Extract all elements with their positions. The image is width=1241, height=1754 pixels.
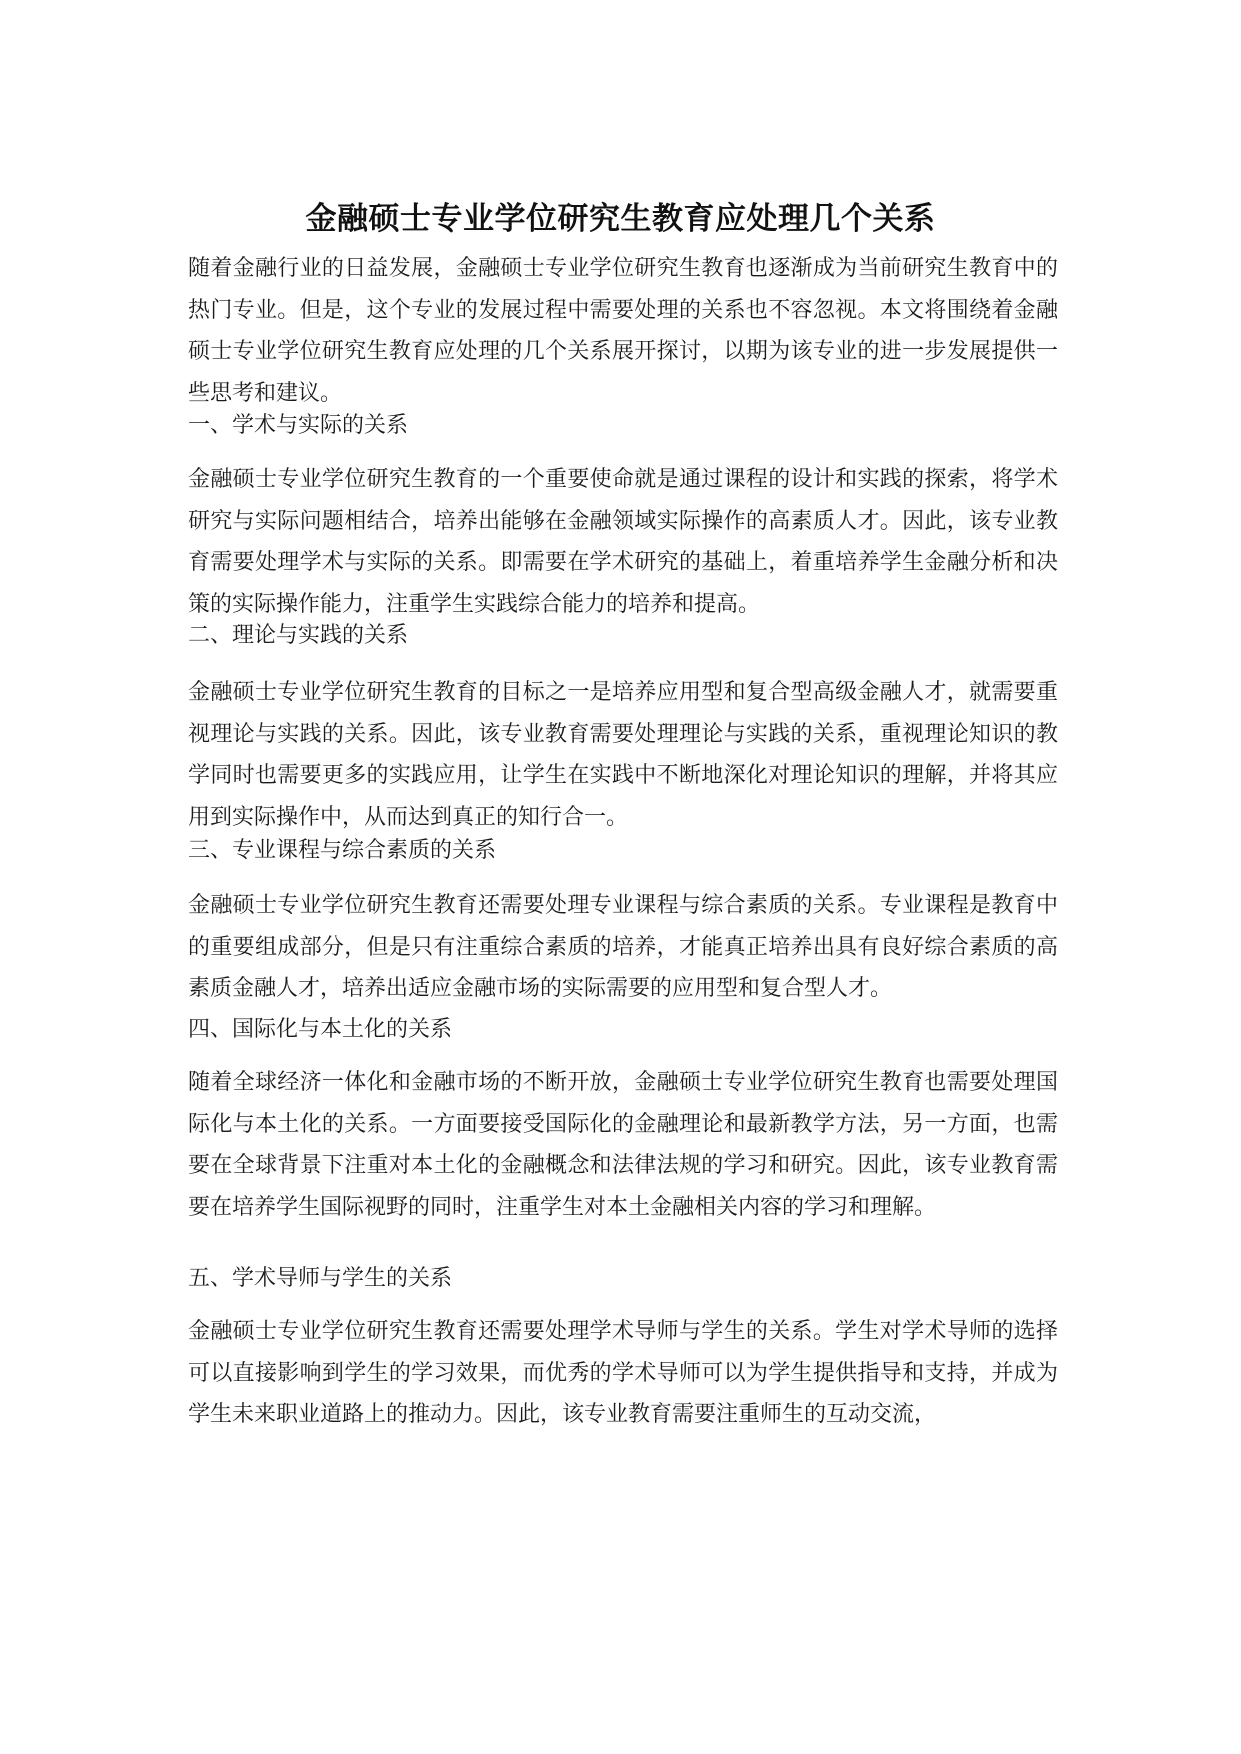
section-heading-2: 二、理论与实践的关系 [188,623,409,648]
section-paragraph-5: 金融硕士专业学位研究生教育还需要处理学术导师与学生的关系。学生对学术导师的选择可以直接影响到学生的学习效果，而优秀的学术导师可以为学生提供指导和支持，并成为学生未来职业道路上的推动力。因此，该专业教育需要注重师生的互动交流， [188,1319,1058,1427]
section-paragraph-2: 金融硕士专业学位研究生教育的目标之一是培养应用型和复合型高级金融人才，就需要重视理论与实践的关系。因此，该专业教育需要处理理论与实践的关系，重视理论知识的教学同时也需要更多的实践应用，让学生在实践中不断地深化对理论知识的理解，并将其应用到实际操作中，从而达到真正的知行合一。 [188,680,1058,830]
intro-paragraph: 随着金融行业的日益发展，金融硕士专业学位研究生教育也逐渐成为当前研究生教育中的热门专业。但是，这个专业的发展过程中需要处理的关系也不容忽视。本文将围绕着金融硕士专业学位研究生教育应处理的几个关系展开探讨，以期为该专业的进一步发展提供一些思考和建议。 [188,256,1058,406]
section-heading-5: 五、学术导师与学生的关系 [188,1266,453,1291]
section-heading-1: 一、学术与实际的关系 [188,413,409,438]
section-heading-4: 四、国际化与本土化的关系 [188,1017,453,1042]
section-heading-3: 三、专业课程与综合素质的关系 [188,838,497,863]
section-paragraph-1: 金融硕士专业学位研究生教育的一个重要使命就是通过课程的设计和实践的探索，将学术研究与实际问题相结合，培养出能够在金融领域实际操作的高素质人才。因此，该专业教育需要处理学术与实际的关系。即需要在学术研究的基础上，着重培养学生金融分析和决策的实际操作能力，注重学生实践综合能力的培养和提高。 [188,467,1058,617]
section-paragraph-3: 金融硕士专业学位研究生教育还需要处理专业课程与综合素质的关系。专业课程是教育中的重要组成部分，但是只有注重综合素质的培养，才能真正培养出具有良好综合素质的高素质金融人才，培养出适应金融市场的实际需要的应用型和复合型人才。 [188,893,1058,1001]
document-title: 金融硕士专业学位研究生教育应处理几个关系 [305,200,936,237]
section-paragraph-4: 随着全球经济一体化和金融市场的不断开放，金融硕士专业学位研究生教育也需要处理国际化与本土化的关系。一方面要接受国际化的金融理论和最新教学方法，另一方面，也需要在全球背景下注重对本土化的金融概念和法律法规的学习和研究。因此，该专业教育需要在培养学生国际视野的同时，注重学生对本土金融相关内容的学习和理解。 [188,1070,1058,1220]
